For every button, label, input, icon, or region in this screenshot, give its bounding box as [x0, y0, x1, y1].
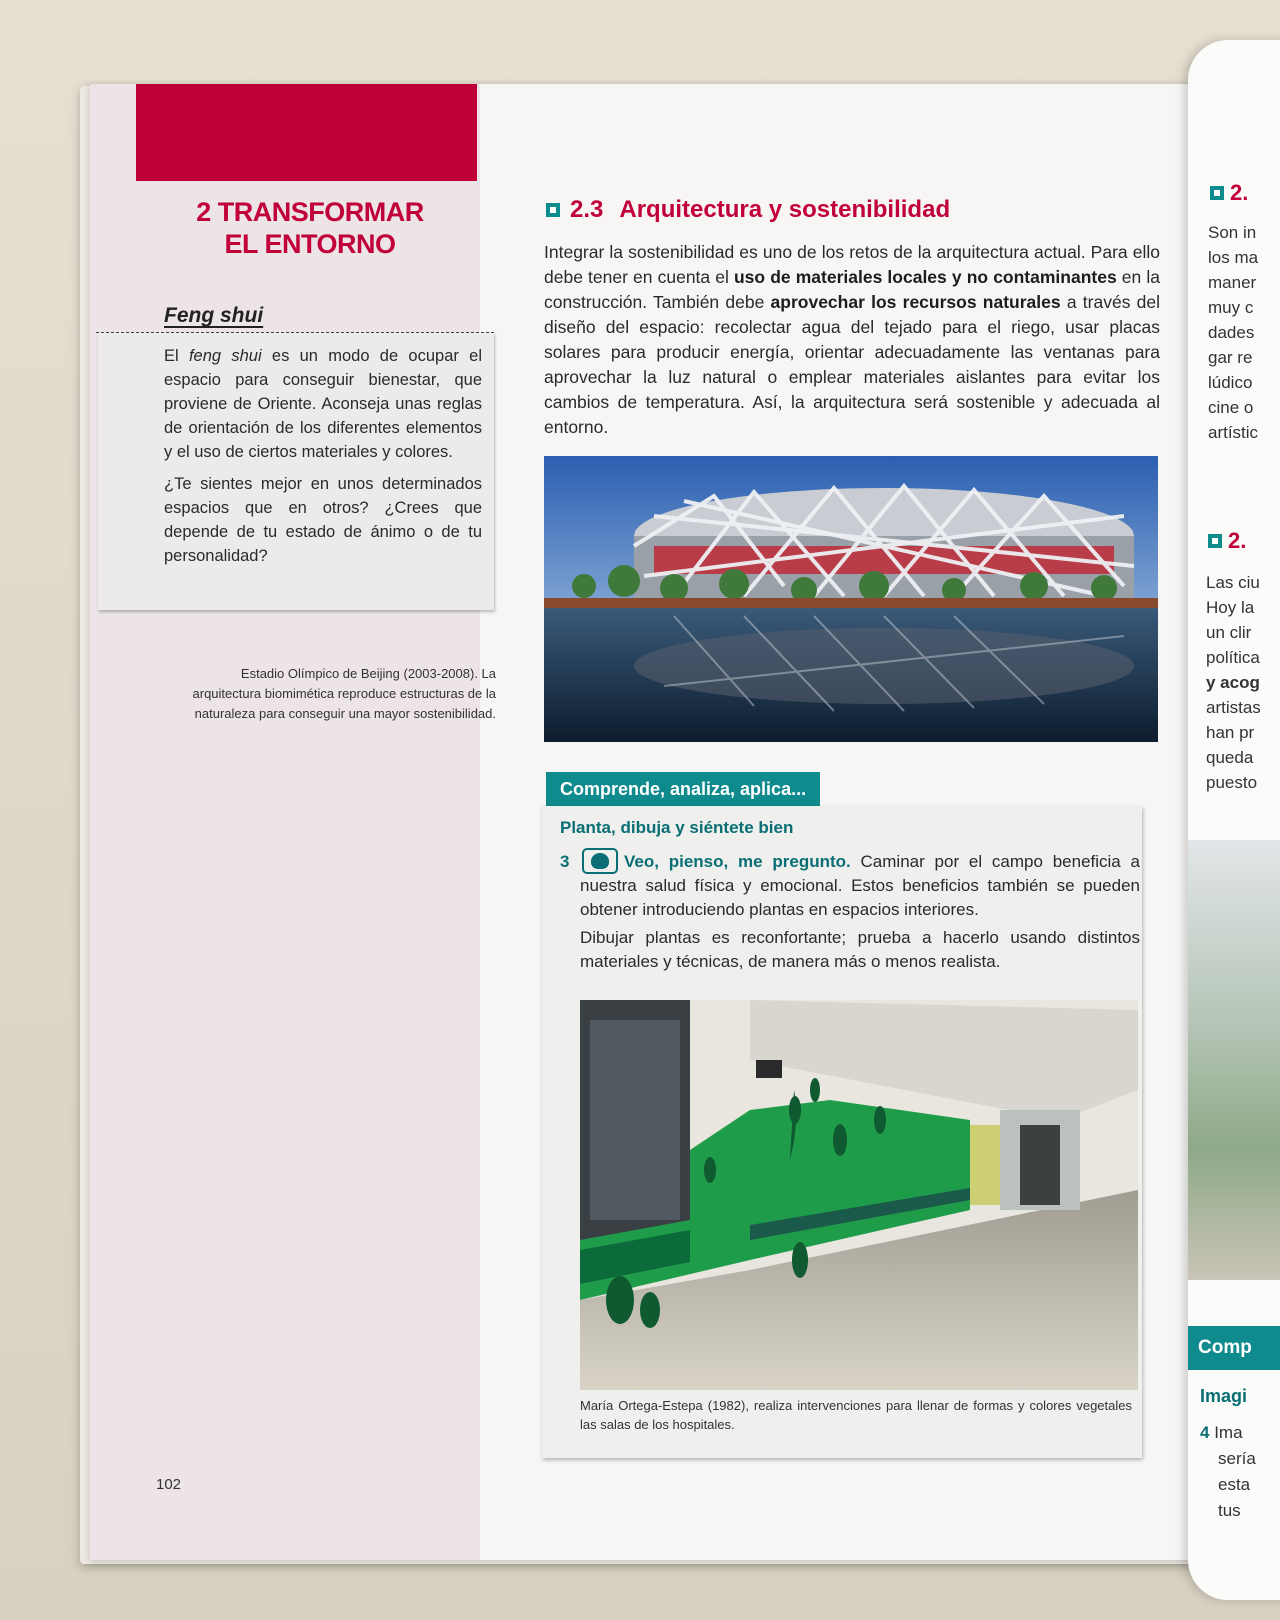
- section-title: [546, 196, 1146, 224]
- activity-paragraph-1: [580, 850, 1140, 922]
- next-page-col-1: [1208, 220, 1258, 445]
- np-line: gar re: [1208, 348, 1253, 367]
- np-line: dades: [1208, 323, 1255, 342]
- np-line: artístic: [1208, 423, 1259, 442]
- chapter-title-line1: TRANSFORMAR: [217, 197, 424, 227]
- sidebar-paragraph-1: [164, 344, 482, 464]
- np-line: Las ciu: [1206, 573, 1260, 592]
- next-page-tab: Comp: [1188, 1326, 1280, 1370]
- section-square-icon: [546, 203, 560, 217]
- next-page-activity: [1200, 1420, 1256, 1524]
- activity-text-1: Caminar por el campo beneficia a nuestra salud física y emocional. Estos beneficios también se pueden obtener introduciendo plantas en espacios interiores.: [580, 852, 1140, 919]
- next-page-edge: [1188, 40, 1280, 1600]
- next-page-heading-1-text: 2.: [1230, 180, 1249, 205]
- activity-heading: Planta, dibuja y siéntete bien: [560, 818, 794, 837]
- hallway-caption: María Ortega-Estepa (1982), realiza intervenciones para llenar de formas y colores vegetales las salas de los hospitales.: [580, 1398, 1132, 1432]
- next-page-square-icon-2: [1208, 534, 1222, 548]
- stadium-caption: Estadio Olímpico de Beijing (2003-2008). La arquitectura biomimética reproduce estructuras de la naturaleza para conseguir una mayor sostenibilidad.: [192, 666, 496, 721]
- section-number: 2.3: [570, 196, 604, 223]
- body-text-3: a través del diseño del espacio: recolectar agua del tejado para el riego, usar placas solares para producir energía, orientar adecuadamente las ventanas para aprovechar la luz natural o emplear materiales aislantes para evitar los cambios de temperatura. Así, la arquitectura será sostenible y adecuada al entorno.: [544, 292, 1161, 437]
- np-line: y acog: [1206, 673, 1260, 692]
- np-line: Hoy la: [1206, 598, 1255, 617]
- left-column-tint: [90, 84, 480, 1560]
- np-line: maner: [1208, 273, 1257, 292]
- chapter-title: [190, 196, 430, 260]
- sidebar-text-pre: El: [164, 347, 189, 365]
- np-line: artistas: [1206, 698, 1261, 717]
- body-text-1: Integrar la sostenibilidad es uno de los retos de la arquitectura actual. Para ello debe tener en cuenta el: [544, 242, 1160, 287]
- np-line: los ma: [1208, 248, 1259, 267]
- np-line: han pr: [1206, 723, 1255, 742]
- stadium-photo: [544, 456, 1158, 742]
- section-title-text: Arquitectura y sostenibilidad: [619, 196, 951, 223]
- next-page-col-2: [1206, 570, 1261, 795]
- sidebar-label: Feng shui: [164, 304, 264, 327]
- chapter-title-line2: EL ENTORNO: [224, 229, 396, 259]
- page-number: 102: [156, 1476, 182, 1493]
- next-page-square-icon-1: [1210, 186, 1224, 200]
- body-bold-2: aprovechar los recursos naturales: [770, 292, 1061, 312]
- sidebar-text-post: es un modo de ocupar el espacio para conseguir bienestar, que proviene de Oriente. Aconseja unas reglas de orientación de los diferentes elementos y el uso de ciertos materiales y colores.: [164, 347, 482, 461]
- np-line: un clir: [1206, 623, 1252, 642]
- dashed-divider: [96, 332, 494, 333]
- next-page-photo: [1188, 840, 1280, 1280]
- np-line: puesto: [1206, 773, 1258, 792]
- np-line: lúdico: [1208, 373, 1253, 392]
- next-page-activity-number: 4: [1200, 1423, 1210, 1442]
- activity-tab: Comprende, analiza, aplica...: [546, 772, 820, 806]
- np-line: muy c: [1208, 298, 1254, 317]
- next-page-heading-1: [1210, 180, 1248, 206]
- sidebar-paragraph-2: ¿Te sientes mejor en unos determinados espacios que en otros? ¿Crees que depende de tu estado de ánimo o de tu personalidad?: [164, 475, 482, 565]
- next-page-heading-2: [1208, 528, 1246, 554]
- np-line: queda: [1206, 748, 1254, 767]
- activity-number: 3: [560, 852, 570, 871]
- np-line: Son in: [1208, 223, 1257, 242]
- chapter-number: 2: [196, 197, 211, 227]
- next-page-activity-heading: Imagi: [1200, 1386, 1248, 1406]
- np-line: política: [1206, 648, 1260, 667]
- body-text-2: en la construcción. También debe: [544, 267, 1161, 312]
- activity-text: [580, 850, 1140, 978]
- next-page-heading-2-text: 2.: [1228, 528, 1247, 553]
- np-line: tus: [1218, 1501, 1241, 1520]
- chapter-color-band: [136, 84, 477, 181]
- body-bold-1: uso de materiales locales y no contaminantes: [733, 267, 1117, 287]
- np-line: cine o: [1208, 398, 1254, 417]
- np-line: Ima: [1214, 1423, 1243, 1442]
- sidebar-text-em: feng shui: [188, 347, 262, 365]
- hospital-hallway-photo: [580, 1000, 1138, 1390]
- section-body: [544, 240, 1160, 440]
- np-line: sería: [1218, 1449, 1256, 1468]
- np-line: esta: [1218, 1475, 1251, 1494]
- activity-lead: Veo, pienso, me pregunto.: [624, 852, 851, 871]
- sidebar-text: [164, 344, 482, 576]
- activity-paragraph-2: Dibujar plantas es reconfortante; prueba a hacerlo usando distintos materiales y técnicas, de manera más o menos realista.: [580, 928, 1140, 971]
